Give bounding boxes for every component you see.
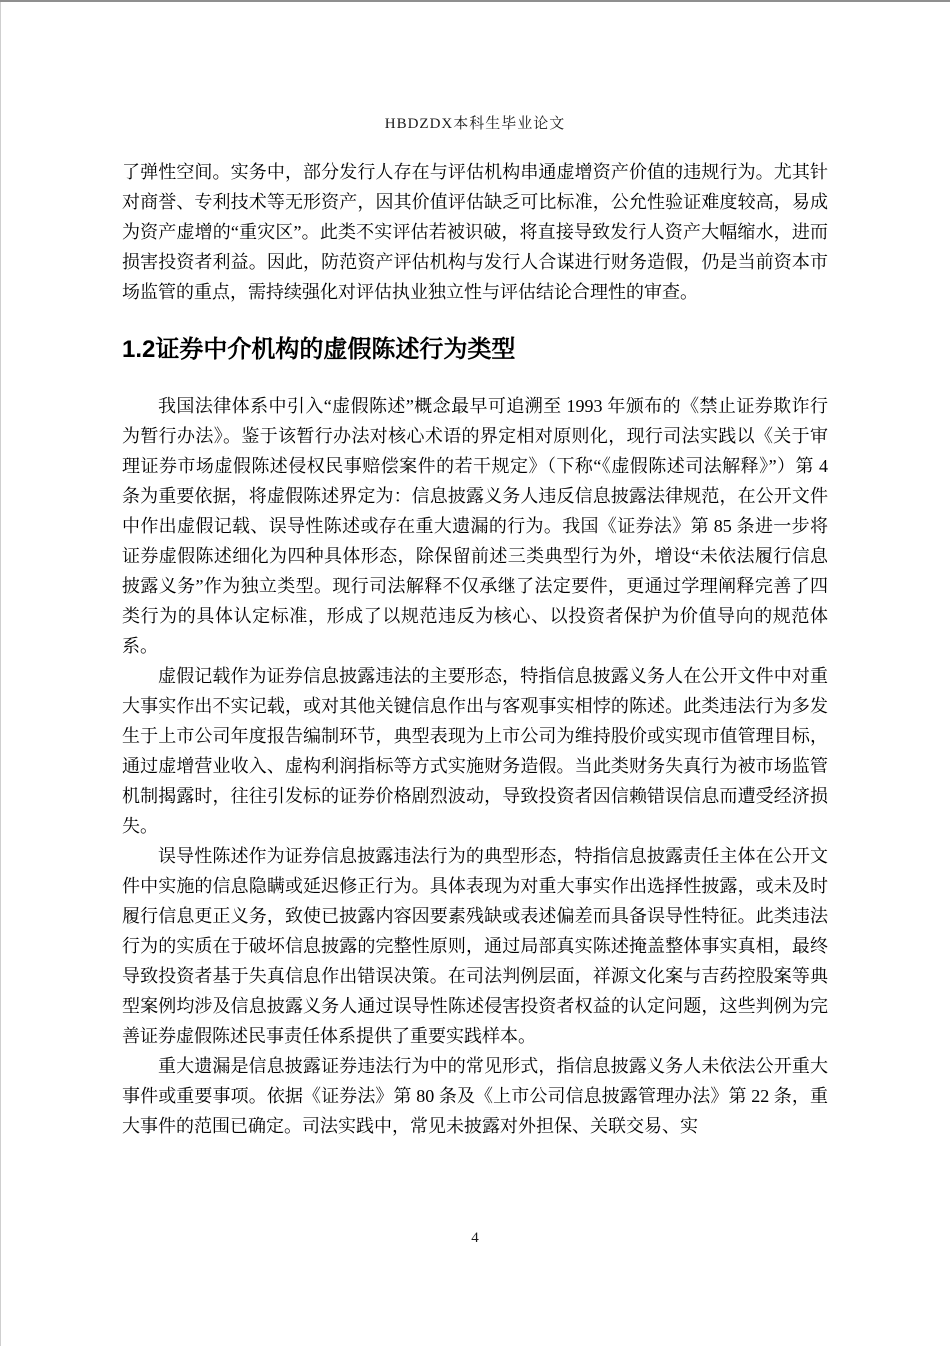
paragraph-major-omissions: 重大遗漏是信息披露证券违法行为中的常见形式，指信息披露义务人未依法公开重大事件或重要事项。依据《证券法》第 80 条及《上市公司信息披露管理办法》第 22 条，重大事件的范围已确定。司法实践中，常见未披露对外担保、关联交易、实	[122, 1056, 828, 1136]
paragraph-misleading-statements: 误导性陈述作为证券信息披露违法行为的典型形态，特指信息披露责任主体在公开文件中实施的信息隐瞒或延迟修正行为。具体表现为对重大事实作出选择性披露，或未及时履行信息更正义务，致使已披露内容因要素残缺或表述偏差而具备误导性特征。此类违法行为的实质在于破坏信息披露的完整性原则，通过局部真实陈述掩盖整体事实真相，最终导致投资者基于失真信息作出错误决策。在司法判例层面，祥源文化案与吉药控股案等典型案例均涉及信息披露义务人通过误导性陈述侵害投资者权益的认定问题，这些判例为完善证券虚假陈述民事责任体系提供了重要实践样本。	[122, 846, 828, 1046]
page-number: 4	[471, 1230, 479, 1246]
paragraph-legal-definition: 我国法律体系中引入“虚假陈述”概念最早可追溯至 1993 年颁布的《禁止证券欺诈行为暂行办法》。鉴于该暂行办法对核心术语的界定相对原则化，现行司法实践以《关于审理证券市场虚假陈述侵权民事赔偿案件的若干规定》（下称“《虚假陈述司法解释》”）第 4 条为重要依据，将虚假陈述界定为：信息披露义务人违反信息披露法律规范，在公开文件中作出虚假记载、误导性陈述或存在重大遗漏的行为。我国《证券法》第 85 条进一步将证券虚假陈述细化为四种具体形态，除保留前述三类典型行为外，增设“未依法履行信息披露义务”作为独立类型。现行司法解释不仅承继了法定要件，更通过学理阐释完善了四类行为的具体认定标准，形成了以规范违反为核心、以投资者保护为价值导向的规范体系。	[122, 396, 828, 656]
paragraph-intro-continuation: 了弹性空间。实务中，部分发行人存在与评估机构串通虚增资产价值的违规行为。尤其针对商誉、专利技术等无形资产，因其价值评估缺乏可比标准，公允性验证难度较高，易成为资产虚增的“重灾区”。此类不实评估若被识破，将直接导致发行人资产大幅缩水，进而损害投资者利益。因此，防范资产评估机构与发行人合谋进行财务造假，仍是当前资本市场监管的重点，需持续强化对评估执业独立性与评估结论合理性的审查。	[122, 162, 828, 302]
running-header-title: HBDZDX本科生毕业论文	[384, 116, 566, 132]
scan-edge-artifact	[0, 2, 1, 1346]
document-body	[122, 157, 828, 1141]
page-footer	[0, 1230, 950, 1247]
section-heading-1-2: 1.2证券中介机构的虚假陈述行为类型	[122, 336, 516, 363]
page-header	[0, 112, 950, 133]
paragraph-false-records: 虚假记载作为证券信息披露违法的主要形态，特指信息披露义务人在公开文件中对重大事实作出不实记载，或对其他关键信息作出与客观事实相悖的陈述。此类违法行为多发生于上市公司年度报告编制环节，典型表现为上市公司为维持股价或实现市值管理目标，通过虚增营业收入、虚构利润指标等方式实施财务造假。当此类财务失真行为被市场监管机制揭露时，往往引发标的证券价格剧烈波动，导致投资者因信赖错误信息而遭受经济损失。	[122, 666, 828, 836]
